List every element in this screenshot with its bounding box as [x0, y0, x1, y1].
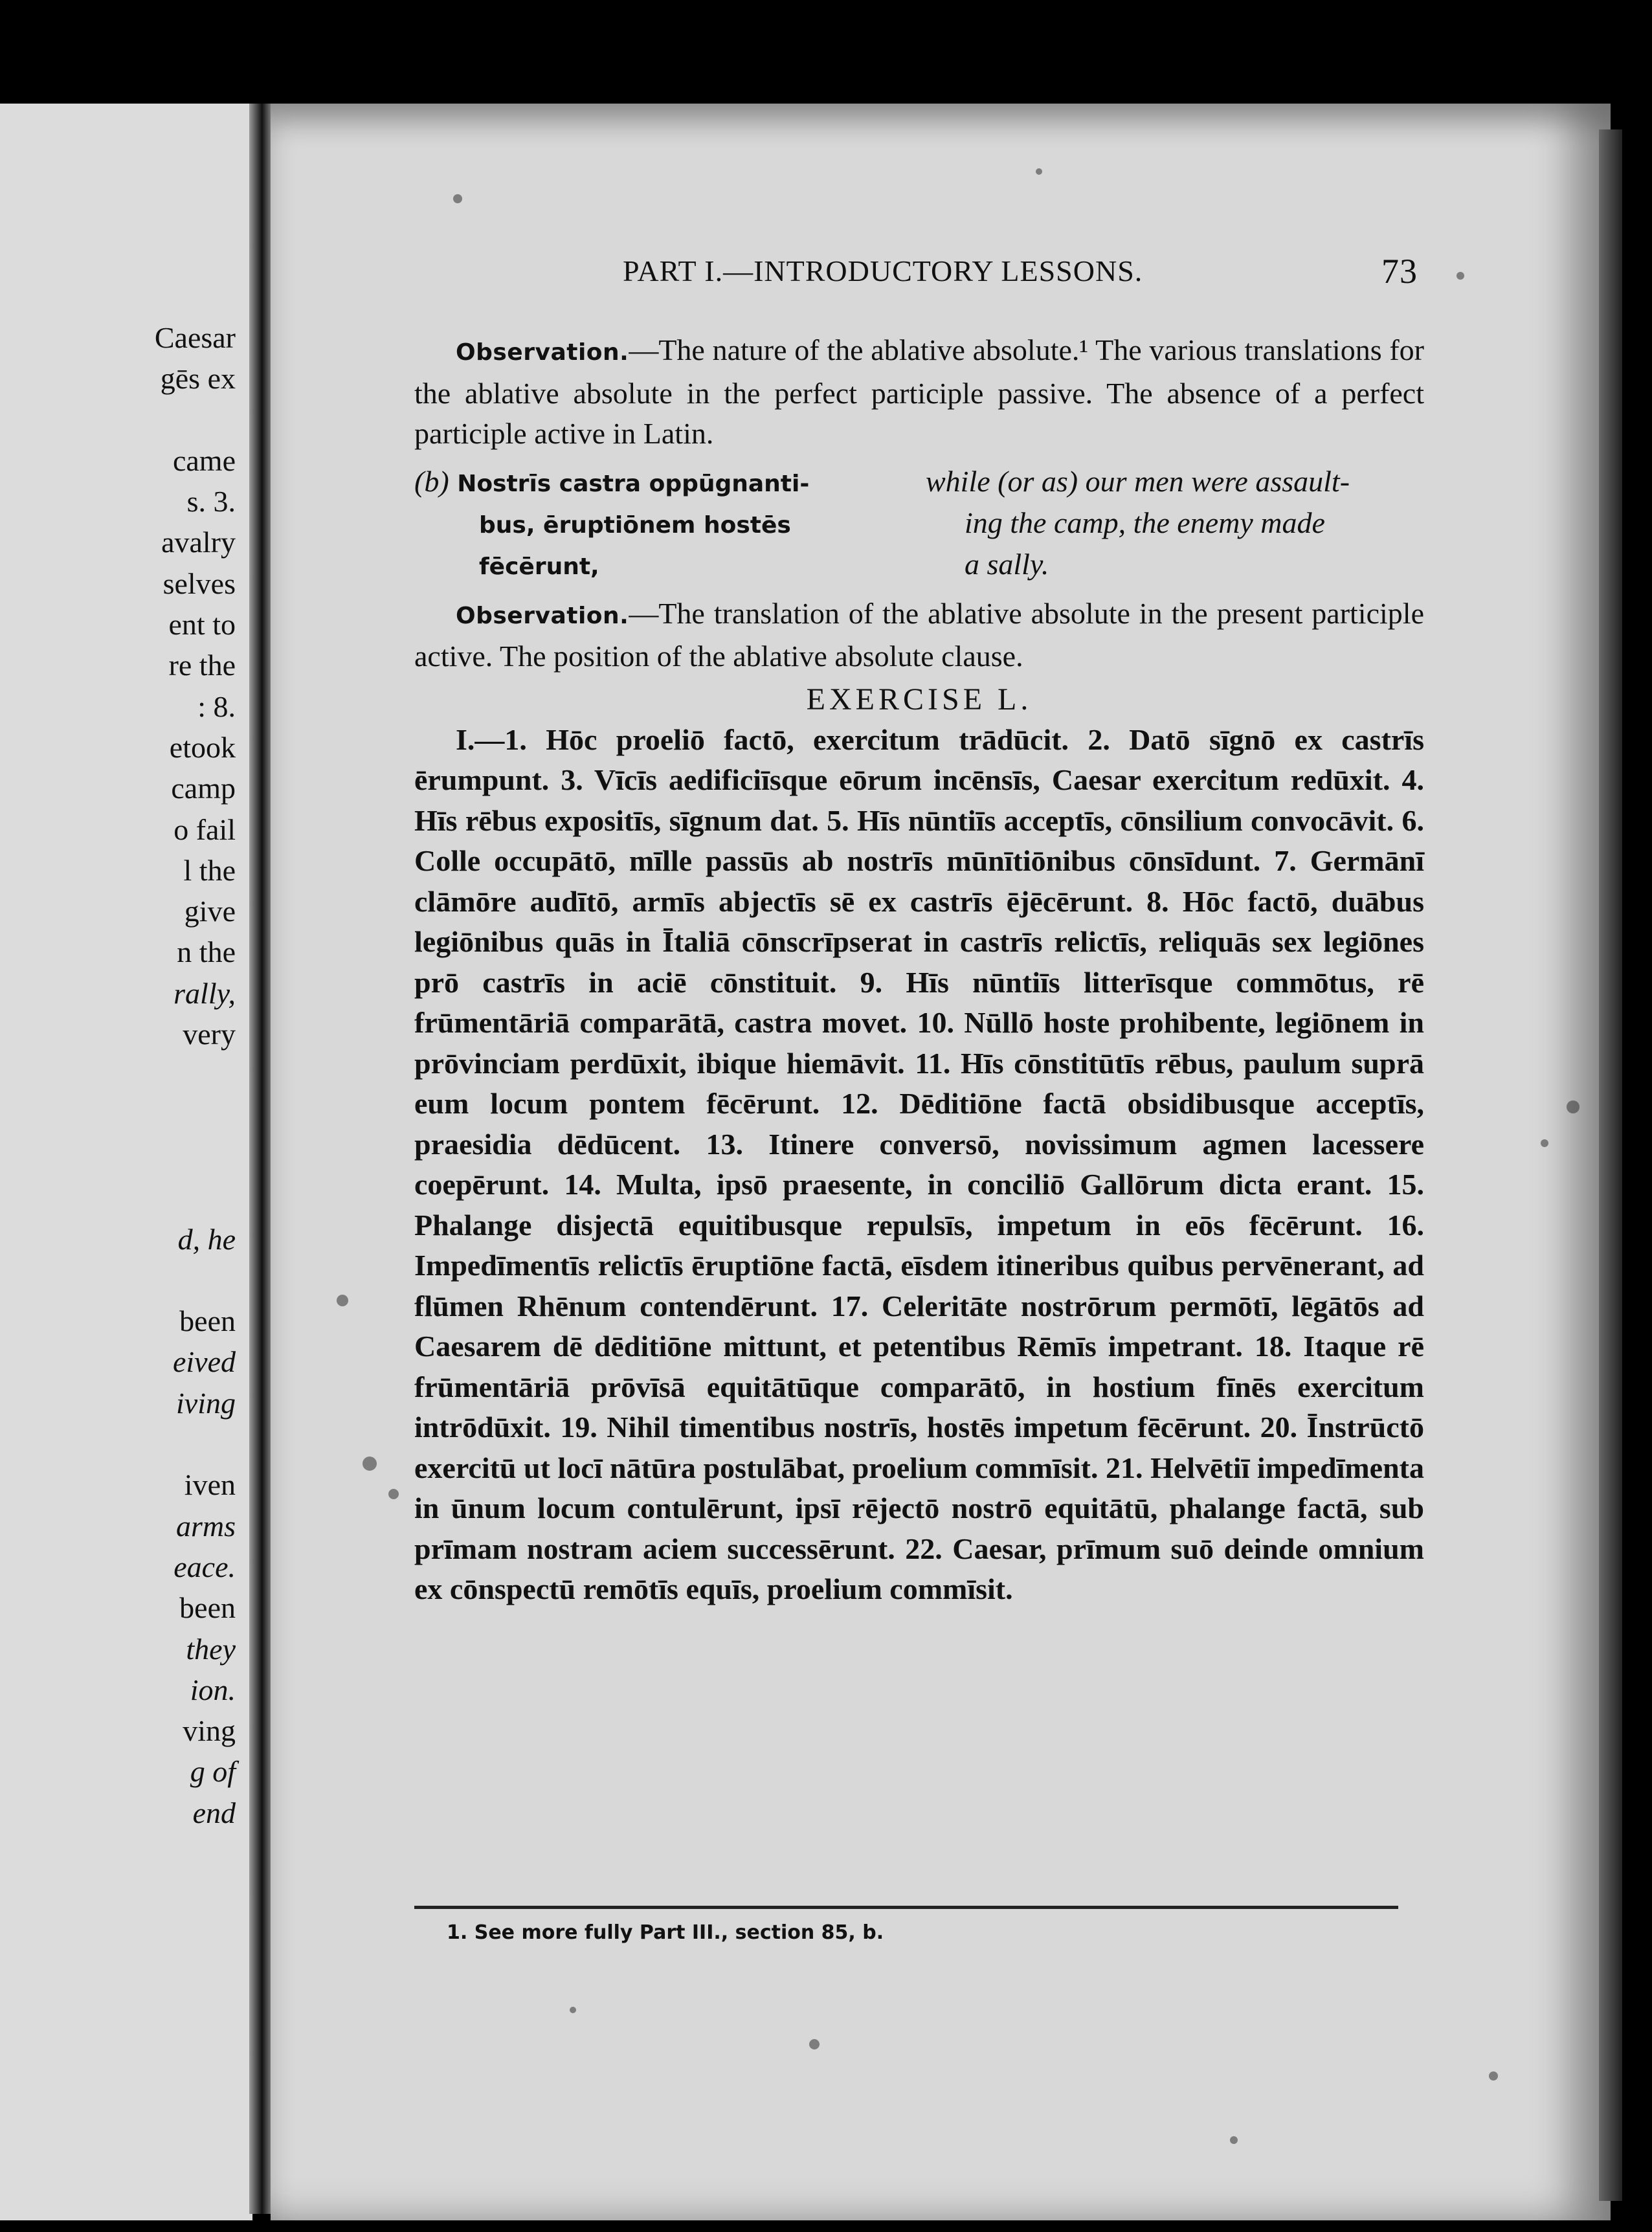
left-page-fragment: s. 3. [186, 485, 236, 519]
left-page-fragment: ving [183, 1714, 236, 1748]
left-page-fragment: etook [169, 730, 236, 764]
left-page-fragment: end [192, 1796, 236, 1829]
example-english-line-2: ing the camp, the enemy made [965, 506, 1325, 539]
observation-paragraph [414, 330, 1424, 454]
example-latin [414, 461, 906, 588]
header-title: PART I.—INTRODUCTORY LESSONS. [623, 254, 1143, 287]
scan-speck [1541, 1139, 1548, 1147]
observation-text: —The translation of the ablative absolute in the present participle active. The position of the ablative absolute clause. [414, 596, 1424, 673]
scan-speck [1489, 2071, 1498, 2081]
scan-speck [1036, 168, 1042, 175]
page-edge-shadow [1599, 129, 1622, 2201]
example-english [926, 461, 1431, 585]
left-page-fragment [155, 1055, 236, 1095]
left-page [0, 104, 252, 2220]
scan-speck [570, 2007, 576, 2013]
exercise-body: I.—1. Hōc proeliō factō, exercitum trādūcit. 2. Datō sīgnō ex castrīs ērumpunt. 3. Vīcīs aedificiīsque eōrum incēnsīs, Caesar exercitum redūxit. 4. Hīs rēbus expositīs, sīgnum dat. 5. Hīs nūntiīs acceptīs, cōnsilium convocāvit. 6. Colle occupātō, mīlle passūs ab nostrīs mūnītiōnibus cōnsīdunt. 7. Germānī clāmōre audītō, armīs abjectīs sē ex castrīs ējēcērunt. 8. Hōc factō, duābus legiōnibus quās in Ītaliā cōnscrīpserat in castrīs relictīs, reliquās sex legiōnes prō castrīs in aciē cōnstituit. 9. Hīs nūntiīs litterīsque commōtus, rē frūmentāriā comparātā, castra movet. 10. Nūllō hoste prohibente, legiōnem in prōvinciam perdūxit, ibique hiemāvit. 11. Hīs cōnstitūtīs rēbus, paulum suprā eum locum pontem fēcērunt. 12. Dēditiōne factā obsidibusque acceptīs, praesidia dēdūcent. 13. Itinere conversō, novissimum agmen lacessere coepērunt. 14. Multa, ipsō praesente, in conciliō Gallōrum dicta erant. 15. Phalange disjectā equitibusque repulsīs, impetum in eōs fēcērunt. 16. Impedīmentīs relictīs ēruptiōne factā, eīsdem itineribus quibus pervēnerant, ad flūmen Rhēnum contendērunt. 17. Celeritāte nostrōrum permōtī, lēgātōs ad Caesarem dē dēditiōne mittunt, et petentibus Rēmīs impetrant. 18. Itaque rē frūmentāriā prōvīsā equitātūque comparātō, in hostium fīnēs exercitum intrōdūxit. 19. Nihil timentibus nostrīs, hostēs impetum fēcērunt. 20. Īnstrūctō exercitū ut locī nātūra postulābat, proelium commīsit. 21. Helvētiī impedīmenta in ūnum locum contulērunt, ipsī rējectō nostrō equitātū, phalange factā, sub prīmam nostram aciem successērunt. 22. Caesar, prīmum suō deinde omnium ex cōnspectū remōtīs equīs, proelium commīsit. [414, 722, 1424, 1605]
left-page-fragment: eived [172, 1345, 236, 1379]
left-page-fragment: re the [168, 649, 236, 682]
left-page-fragment [155, 1260, 236, 1300]
left-page-fragment [155, 1423, 236, 1464]
example-english-line-1: while (or as) our men were assault- [926, 464, 1350, 498]
left-page-fragment: Caesar [154, 321, 236, 354]
left-page-fragment: selves [162, 566, 236, 600]
scan-speck [1567, 1100, 1579, 1113]
example-latin-line-1: Nostrīs castra oppūgnanti- [457, 470, 810, 497]
left-page-fragment: camp [171, 772, 236, 805]
page-number: 73 [1381, 252, 1418, 291]
left-page-fragment: give [184, 895, 236, 928]
left-page-fragment [155, 1177, 236, 1218]
scan-speck [388, 1489, 399, 1499]
left-page-fragment: avalry [161, 526, 236, 559]
left-page-fragment: ent to [168, 608, 236, 642]
left-page-fragment: arms [175, 1509, 236, 1543]
left-page-fragment: they [186, 1632, 236, 1666]
left-page-fragment: n the [177, 935, 236, 969]
left-page-fragment: g of [190, 1755, 236, 1789]
left-page-fragment: rally, [173, 976, 236, 1010]
left-page-fragment: eace. [173, 1550, 236, 1583]
left-page-fragment: been [179, 1591, 236, 1625]
left-page-fragment: d, he [177, 1222, 236, 1256]
exercise-heading: EXERCISE L. [806, 682, 1032, 717]
footnote: 1. See more fully Part III., section 85, b. [447, 1921, 884, 1944]
left-page-fragment: iven [184, 1468, 236, 1502]
scan-speck [453, 194, 462, 203]
example-label: (b) [414, 464, 449, 498]
observation-label: Observation. [456, 602, 629, 629]
example-latin-line-3: fēcērunt, [479, 553, 599, 580]
left-page-fragment: : 8. [197, 689, 236, 723]
observation-label: Observation. [456, 339, 629, 366]
left-page-fragment: gēs ex [160, 362, 236, 396]
footnote-rule [414, 1906, 1398, 1909]
example-latin-line-2: bus, ēruptiōnem hostēs [479, 511, 791, 539]
running-header [350, 254, 1418, 299]
observation-text: —The nature of the ablative absolute.¹ The various translations for the ablative absolute in the perfect participle passive. The absence of a perfect participle active in Latin. [414, 333, 1424, 450]
left-page-fragment [155, 399, 236, 440]
observation-paragraph-2 [414, 594, 1424, 677]
left-page-fragment [155, 1137, 236, 1177]
book-gutter [249, 104, 273, 2214]
left-page-fragment: very [183, 1018, 236, 1051]
scan-speck [337, 1295, 348, 1306]
left-page-text-fragments [155, 317, 236, 1833]
left-page-fragment: iving [176, 1386, 236, 1420]
scan-speck [1457, 272, 1464, 280]
left-page-fragment: came [172, 443, 236, 477]
page-body [414, 330, 1424, 1610]
example-b [414, 461, 1424, 587]
scan-speck [809, 2039, 820, 2049]
left-page-fragment: l the [183, 853, 236, 887]
scan-speck [363, 1456, 377, 1471]
left-page-fragment [155, 1096, 236, 1137]
left-page-fragment: ion. [190, 1673, 236, 1706]
left-page-fragment: been [179, 1304, 236, 1338]
example-english-line-3: a sally. [965, 547, 1049, 581]
scan-speck [1230, 2136, 1238, 2144]
left-page-fragment: o fail [173, 812, 236, 846]
